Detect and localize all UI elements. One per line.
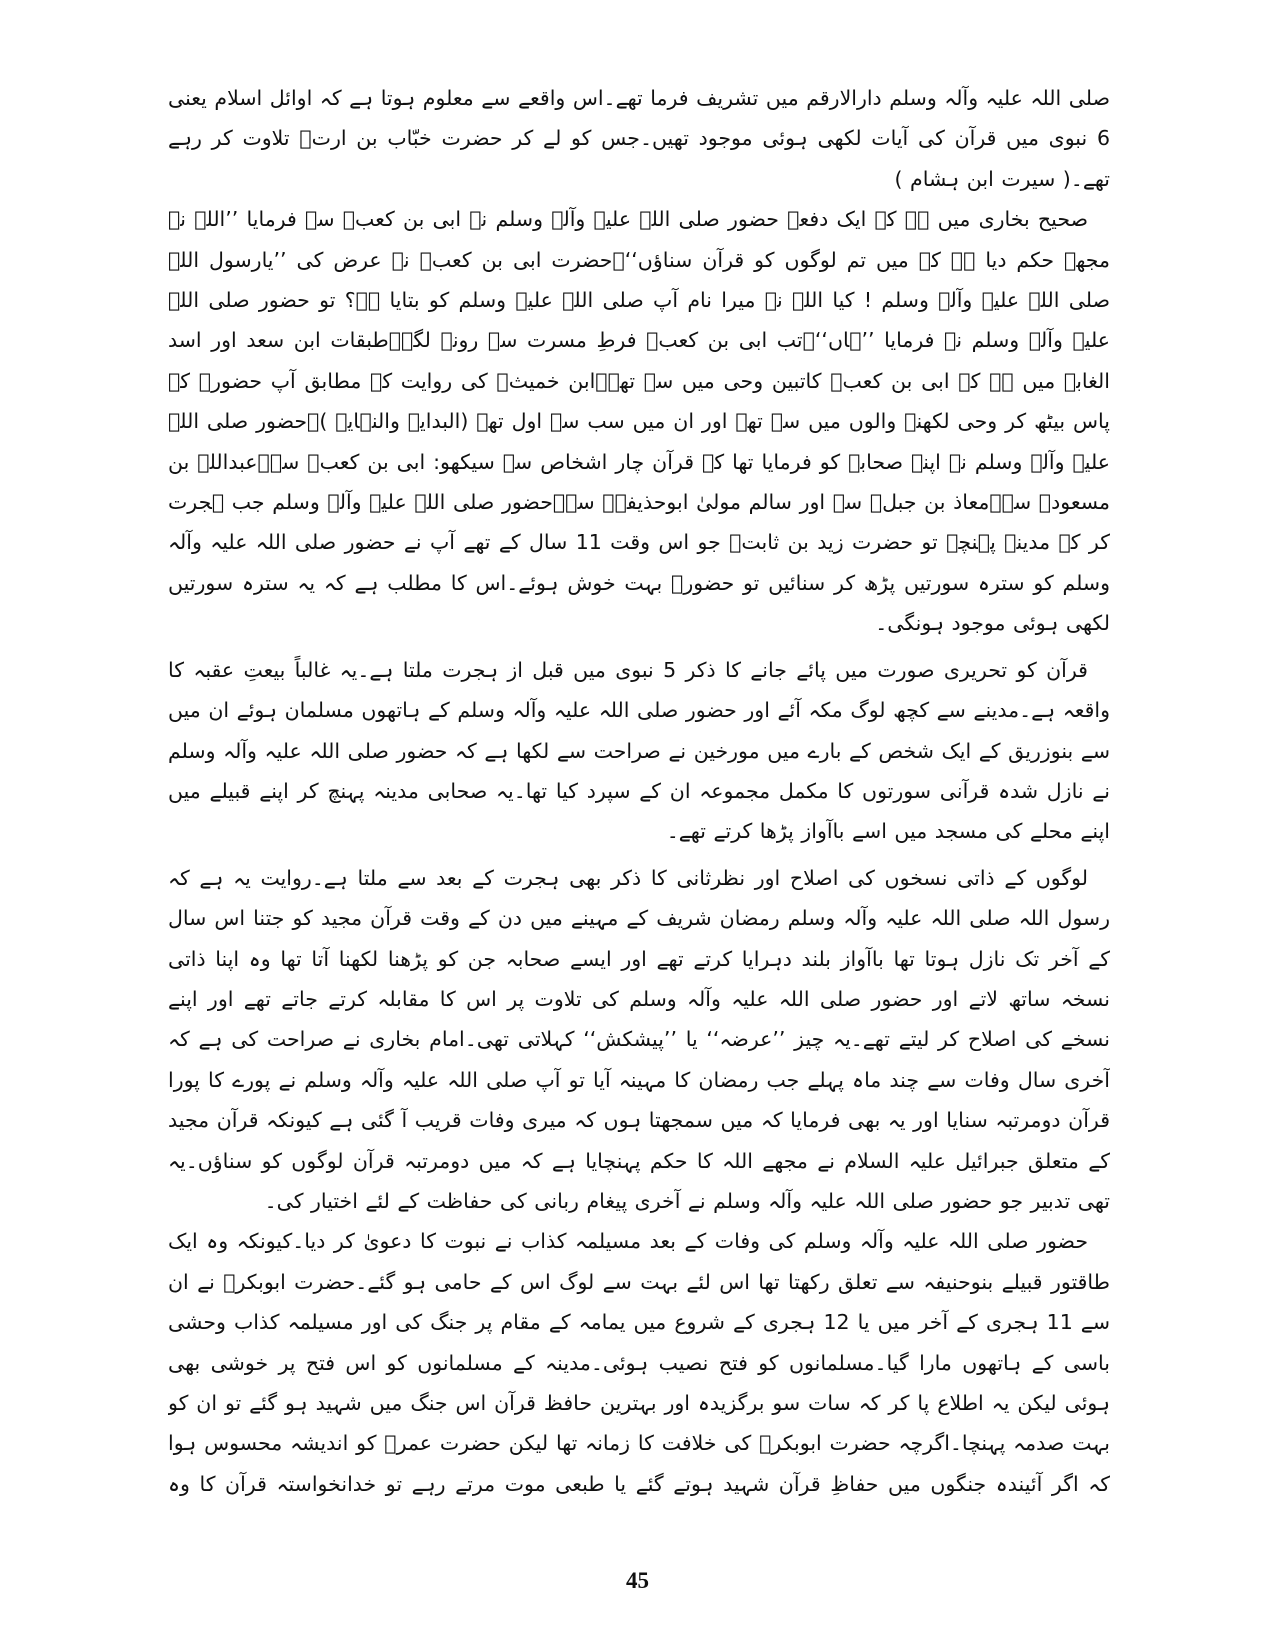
paragraph: حضور صلی اللہ علیہ وآلہ وسلم کی وفات کے بعد مسیلمہ کذاب نے نبوت کا دعویٰ کر دیا۔کیونکہ وہ ایک طاقتور قبیلے بنوحنیفہ سے تعلق رکھتا تھا اس لئے بہت سے لوگ اس کے حامی ہو گئے۔حضرت ابوبکرؓ نے ان سے 11 ہجری کے آخر میں یا 12 ہجری کے شروع میں یمامہ کے مقام پر جنگ کی اور مسیلمہ کذاب وحشی باسی کے ہاتھوں مارا گیا۔مسلمانوں کو فتح نصیب ہوئی۔مدینہ کے مسلمانوں کو اس فتح پر خوشی بھی ہوئی لیکن یہ اطلاع پا کر کہ سات سو برگزیدہ اور بہترین حافظ قرآن اس جنگ میں شہید ہو گئے تو ان کو بہت صدمہ پہنچا۔اگرچہ حضرت ابوبکرؓ کی خلافت کا زمانہ تھا لیکن حضرت عمرؓ کو اندیشہ محسوس ہوا کہ اگر آئیندہ جنگوں میں حفاظِ قرآن شہید ہوتے گئے یا طبعی موت مرتے رہے تو خدانخواستہ قرآن کا وہ [168,1229,1110,1496]
paragraph: صلی اللہ علیہ وآلہ وسلم دارالارقم میں تشریف فرما تھے۔اس واقعے سے معلوم ہوتا ہے کہ اوائل اسلام یعنی 6 نبوی میں قرآن کی آیات لکھی ہوئی موجود تھیں۔جس کو لے کر حضرت خبّاب بن ارتؓ تلاوت کر رہے تھے۔( سیرت ابن ہشام ) [168,86,1110,191]
document-page [168,78,1110,1508]
paragraph: قرآن کو تحریری صورت میں پائے جانے کا ذکر 5 نبوی میں قبل از ہجرت ملتا ہے۔یہ غالباً بیعتِ عقبہ کا واقعہ ہے۔مدینے سے کچھ لوگ مکہ آئے اور حضور صلی اللہ علیہ وآلہ وسلم کے ہاتھوں مسلمان ہوئے ان میں سے بنوزریق کے ایک شخص کے بارے میں مورخین نے صراحت سے لکھا ہے کہ حضور صلی اللہ علیہ وآلہ وسلم نے نازل شدہ قرآنی سورتوں کا مکمل مجموعہ ان کے سپرد کیا تھا۔یہ صحابی مدینہ پہنچ کر اپنے قبیلے میں اپنے محلے کی مسجد میں اسے باآواز پڑھا کرتے تھے۔ [168,657,1110,844]
paragraph: صحیح بخاری میں ہے کہ ایک دفعہ حضور صلی اللہ علیہ وآلہ وسلم نے ابی بن کعبؓ سے فرمایا ’’اللہ نے مجھے حکم دیا ہے کہ میں تم لوگوں کو قرآن سناؤں‘‘۔حضرت ابی بن کعبؓ نے عرض کی ’’یارسول اللہ صلی اللہ علیہ وآلہ وسلم ! کیا اللہ نے میرا نام آپ صلی اللہ علیہ وسلم کو بتایا ہے؟ تو حضور صلی اللہ علیہ وآلہ وسلم نے فرمایا ’’ہاں‘‘۔تب ابی بن کعبؓ فرطِ مسرت سے رونے لگے۔طبقات ابن سعد اور اسد الغابہ میں ہے کہ ابی بن کعبؓ کاتبین وحی میں سے تھے۔ابن خمیثؒ کی روایت کے مطابق آپ حضورؐ کے پاس بیٹھ کر وحی لکھنے والوں میں سے تھے اور ان میں سب سے اول تھے (البدایہ والنہایہ )۔حضور صلی اللہ علیہ وآلہ وسلم نے اپنے صحابہ کو فرمایا تھا کہ قرآن چار اشخاص سے سیکھو: ابی بن کعبؓ سے۔عبداللہ بن مسعودؓ سے۔معاذ بن جبلؓ سے اور سالم مولیٰ ابوحذیفہؓ سے۔حضور صلی اللہ علیہ وآلہ وسلم جب ہجرت کر کے مدینہ پہنچے تو حضرت زید بن ثابتؓ جو اس وقت 11 سال کے تھے آپ نے حضور صلی اللہ علیہ وآلہ وسلم کو سترہ سورتیں پڑھ کر سنائیں تو حضورؐ بہت خوش ہوئے۔اس کا مطلب ہے کہ یہ سترہ سورتیں لکھی ہوئی موجود ہونگی۔ [168,207,1110,636]
page-number: 45 [626,1568,649,1593]
paragraph: لوگوں کے ذاتی نسخوں کی اصلاح اور نظرثانی کا ذکر بھی ہجرت کے بعد سے ملتا ہے۔روایت یہ ہے کہ رسول اللہ صلی اللہ علیہ وآلہ وسلم رمضان شریف کے مہینے میں دن کے وقت قرآن مجید کو جتنا اس سال کے آخر تک نازل ہوتا تھا باآواز بلند دہرایا کرتے تھے اور ایسے صحابہ جن کو پڑھنا لکھنا آتا تھا وہ اپنا ذاتی نسخہ ساتھ لاتے اور حضور صلی اللہ علیہ وآلہ وسلم کی تلاوت پر اس کا مقابلہ کرتے جاتے تھے اور اپنے نسخے کی اصلاح کر لیتے تھے۔یہ چیز ’’عرضہ‘‘ یا ’’پیشکش‘‘ کہلاتی تھی۔امام بخاری نے صراحت کی ہے کہ آخری سال وفات سے چند ماہ پہلے جب رمضان کا مہینہ آیا تو آپ صلی اللہ علیہ وآلہ وسلم نے پورے کا پورا قرآن دومرتبہ سنایا اور یہ بھی فرمایا کہ میں سمجھتا ہوں کہ میری وفات قریب آ گئی ہے کیونکہ قرآن مجید کے متعلق جبرائیل علیہ السلام نے مجھے اللہ کا حکم پہنچایا ہے کہ میں دومرتبہ قرآن لوگوں کو سناؤں۔یہ تھی تدبیر جو حضور صلی اللہ علیہ وآلہ وسلم نے آخری پیغام ربانی کی حفاظت کے لئے اختیار کی۔ [168,865,1110,1213]
